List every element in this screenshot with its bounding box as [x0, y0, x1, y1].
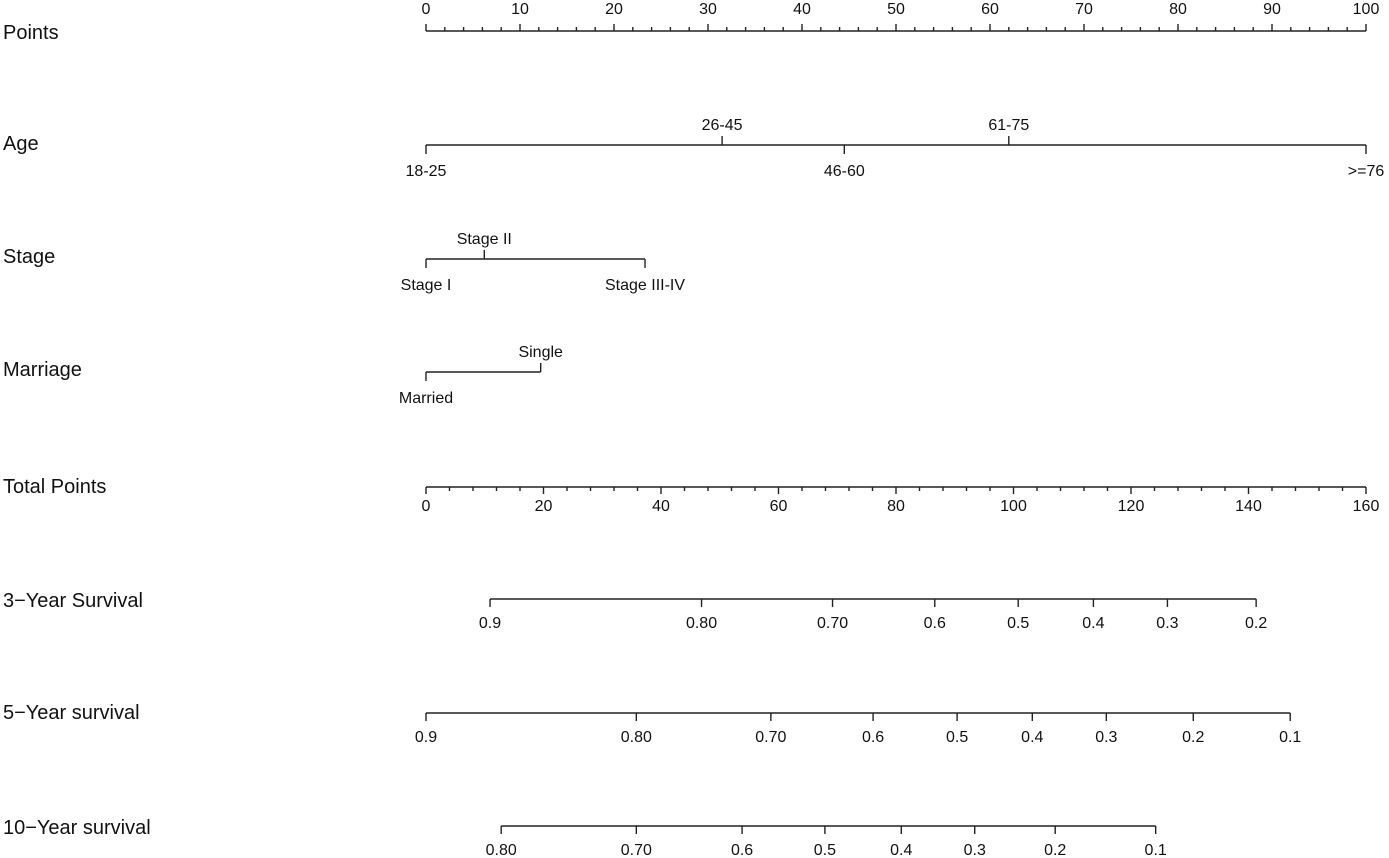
prob-label-survival_5y: 0.1	[1279, 729, 1302, 746]
level-label-marriage: Single	[518, 344, 563, 361]
row-label-marriage: Marriage	[3, 359, 82, 381]
prob-label-survival_10y: 0.1	[1144, 842, 1167, 858]
prob-label-survival_10y: 0.70	[620, 842, 652, 858]
tick-label-points: 30	[699, 1, 717, 18]
tick-label-points: 70	[1075, 1, 1093, 18]
row-survival_3y	[3, 590, 1267, 632]
prob-label-survival_5y: 0.9	[414, 729, 438, 746]
row-age	[3, 117, 1384, 180]
level-label-age: >=76	[1347, 163, 1385, 180]
row-survival_5y	[3, 702, 1301, 746]
row-label-survival_10y: 10−Year survival	[3, 817, 151, 839]
prob-label-survival_3y: 0.3	[1156, 615, 1179, 632]
prob-label-survival_5y: 0.2	[1182, 729, 1205, 746]
prob-label-survival_3y: 0.70	[816, 615, 849, 632]
row-label-survival_5y: 5−Year survival	[3, 702, 140, 724]
tick-label-total_points: 0	[421, 498, 431, 515]
tick-label-total_points: 140	[1235, 498, 1262, 515]
tick-label-points: 40	[793, 1, 811, 18]
level-label-stage: Stage I	[400, 277, 452, 294]
tick-label-points: 50	[887, 1, 905, 18]
level-label-age: 61-75	[988, 117, 1030, 134]
prob-label-survival_5y: 0.70	[755, 729, 787, 746]
level-label-stage: Stage III-IV	[604, 277, 686, 294]
row-label-age: Age	[3, 133, 39, 155]
row-label-total_points: Total Points	[3, 476, 107, 498]
prob-label-survival_10y: 0.6	[730, 842, 754, 858]
prob-label-survival_3y: 0.80	[685, 615, 718, 632]
prob-label-survival_3y: 0.6	[923, 615, 946, 632]
prob-label-survival_5y: 0.80	[620, 729, 652, 746]
tick-label-total_points: 120	[1117, 498, 1145, 515]
tick-label-points: 100	[1352, 1, 1380, 18]
tick-label-total_points: 40	[652, 498, 670, 515]
tick-label-points: 90	[1263, 1, 1281, 18]
tick-label-points: 20	[605, 1, 623, 18]
row-label-stage: Stage	[3, 246, 56, 268]
row-total_points	[3, 476, 1379, 515]
prob-label-survival_5y: 0.4	[1021, 729, 1044, 746]
nomogram-rows	[3, 1, 1384, 858]
level-label-age: 46-60	[823, 163, 865, 180]
tick-label-total_points: 20	[534, 498, 553, 515]
tick-label-total_points: 60	[769, 498, 788, 515]
prob-label-survival_3y: 0.5	[1007, 615, 1030, 632]
prob-label-survival_10y: 0.2	[1044, 842, 1067, 858]
tick-label-total_points: 100	[1000, 498, 1027, 515]
level-label-age: 26-45	[701, 117, 743, 134]
tick-label-points: 80	[1169, 1, 1187, 18]
row-survival_10y	[3, 817, 1167, 858]
prob-label-survival_10y: 0.4	[890, 842, 913, 858]
level-label-stage: Stage II	[456, 231, 512, 248]
row-points	[3, 1, 1379, 44]
row-marriage	[3, 344, 563, 407]
tick-label-points: 10	[511, 1, 529, 18]
tick-label-total_points: 80	[887, 498, 905, 515]
prob-label-survival_5y: 0.5	[945, 729, 969, 746]
row-stage	[3, 231, 685, 294]
tick-label-points: 0	[421, 1, 431, 18]
prob-label-survival_3y: 0.9	[478, 615, 502, 632]
prob-label-survival_3y: 0.2	[1245, 615, 1268, 632]
prob-label-survival_10y: 0.80	[485, 842, 517, 858]
prob-label-survival_10y: 0.3	[963, 842, 986, 858]
level-label-marriage: Married	[398, 390, 454, 407]
level-label-age: 18-25	[405, 163, 447, 180]
prob-label-survival_3y: 0.4	[1082, 615, 1105, 632]
tick-label-total_points: 160	[1352, 498, 1380, 515]
prob-label-survival_5y: 0.3	[1095, 729, 1118, 746]
row-label-points: Points	[3, 22, 59, 44]
tick-label-points: 60	[981, 1, 999, 18]
prob-label-survival_10y: 0.5	[813, 842, 837, 858]
row-label-survival_3y: 3−Year Survival	[3, 590, 143, 612]
prob-label-survival_5y: 0.6	[861, 729, 885, 746]
